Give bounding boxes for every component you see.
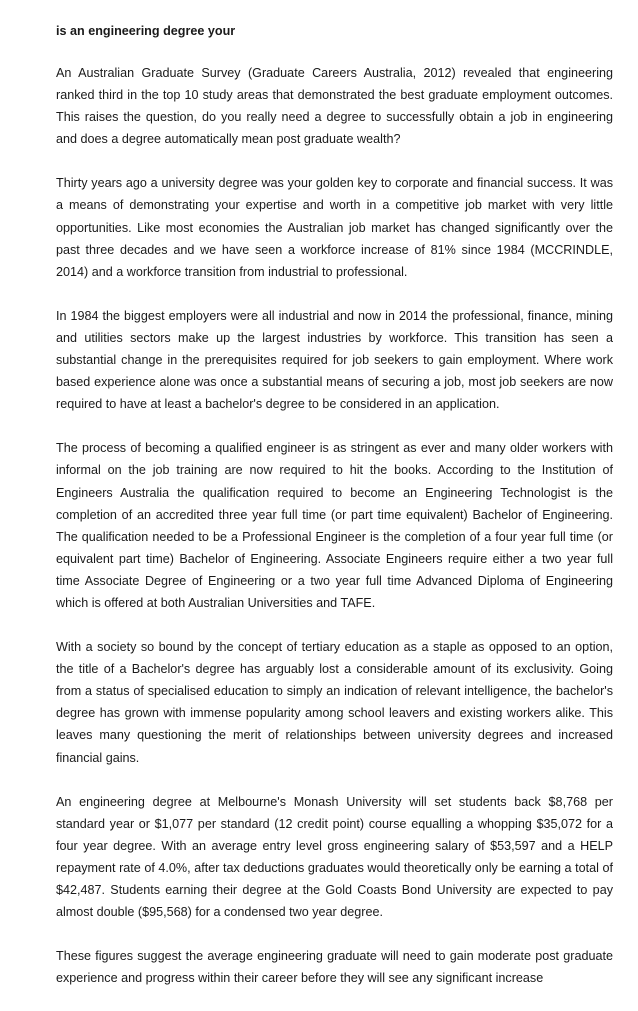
paragraph-1: An Australian Graduate Survey (Graduate Careers Australia, 2012) revealed that engineering ranked third in the top 10 study areas that demonstrated the best graduate employment outcomes. This raises the question, do you really need a degree to successfully obtain a job in engineering and does a degree automatically mean post graduate wealth? — [56, 66, 613, 147]
paragraph-2: Thirty years ago a university degree was your golden key to corporate and financial success. It was a means of demonstrating your expertise and worth in a competitive job market with very little opportunities. Like most economies the Australian job market has changed significantly over the past three decades and we have seen a workforce increase of 81% since 1984 (MCCRINDLE, 2014) and a workforce transition from industrial to professional. — [56, 176, 613, 279]
paragraph-4: The process of becoming a qualified engineer is as stringent as ever and many older workers with informal on the job training are now required to hit the books. According to the Institution of Engineers Australia the qualification required to become an Engineering Technologist is the completion of an accredited three year full time (or part time equivalent) Bachelor of Engineering. The qualification needed to be a Professional Engineer is the completion of a four year full time (or equivalent part time) Bachelor of Engineering. Associate Engineers require either a two year full time Associate Degree of Engineering or a two year full time Advanced Diploma of Engineering which is offered at both Australian Universities and TAFE. — [56, 441, 613, 610]
paragraph-7: These figures suggest the average engineering graduate will need to gain moderate post graduate experience and progress within their career before they will see any significant increase — [56, 949, 613, 986]
document-page — [56, 20, 613, 1011]
paragraph-3: In 1984 the biggest employers were all industrial and now in 2014 the professional, finance, mining and utilities sectors make up the largest industries by workforce. This transition has seen a substantial change in the prerequisites required for job seekers to gain employment. Where work based experience alone was once a substantial means of securing a job, most job seekers are now required to have at least a bachelor's degree to be considered in an application. — [56, 308, 613, 412]
document-title: is an engineering degree your — [56, 24, 236, 38]
paragraph-5: With a society so bound by the concept of tertiary education as a staple as opposed to an option, the title of a Bachelor's degree has arguably lost a considerable amount of its exclusivity. Going from a status of specialised education to simply an indication of relevant intelligence, the bachelor's degree has grown with immense popularity among school leavers and existing workers alike. This leaves many questioning the merit of relationships between university degrees and increased financial gains. — [56, 640, 613, 765]
paragraph-6: An engineering degree at Melbourne's Monash University will set students back $8,768 per standard year or $1,077 per standard (12 credit point) course equalling a whopping $35,072 for a four year degree. With an average entry level gross engineering salary of $53,597 and a HELP repayment rate of 4.0%, after tax deductions graduates would theoretically only be earning a total of $42,487. Students earning their degree at the Gold Coasts Bond University are expected to pay almost double ($95,568) for a condensed two year degree. — [56, 794, 613, 920]
